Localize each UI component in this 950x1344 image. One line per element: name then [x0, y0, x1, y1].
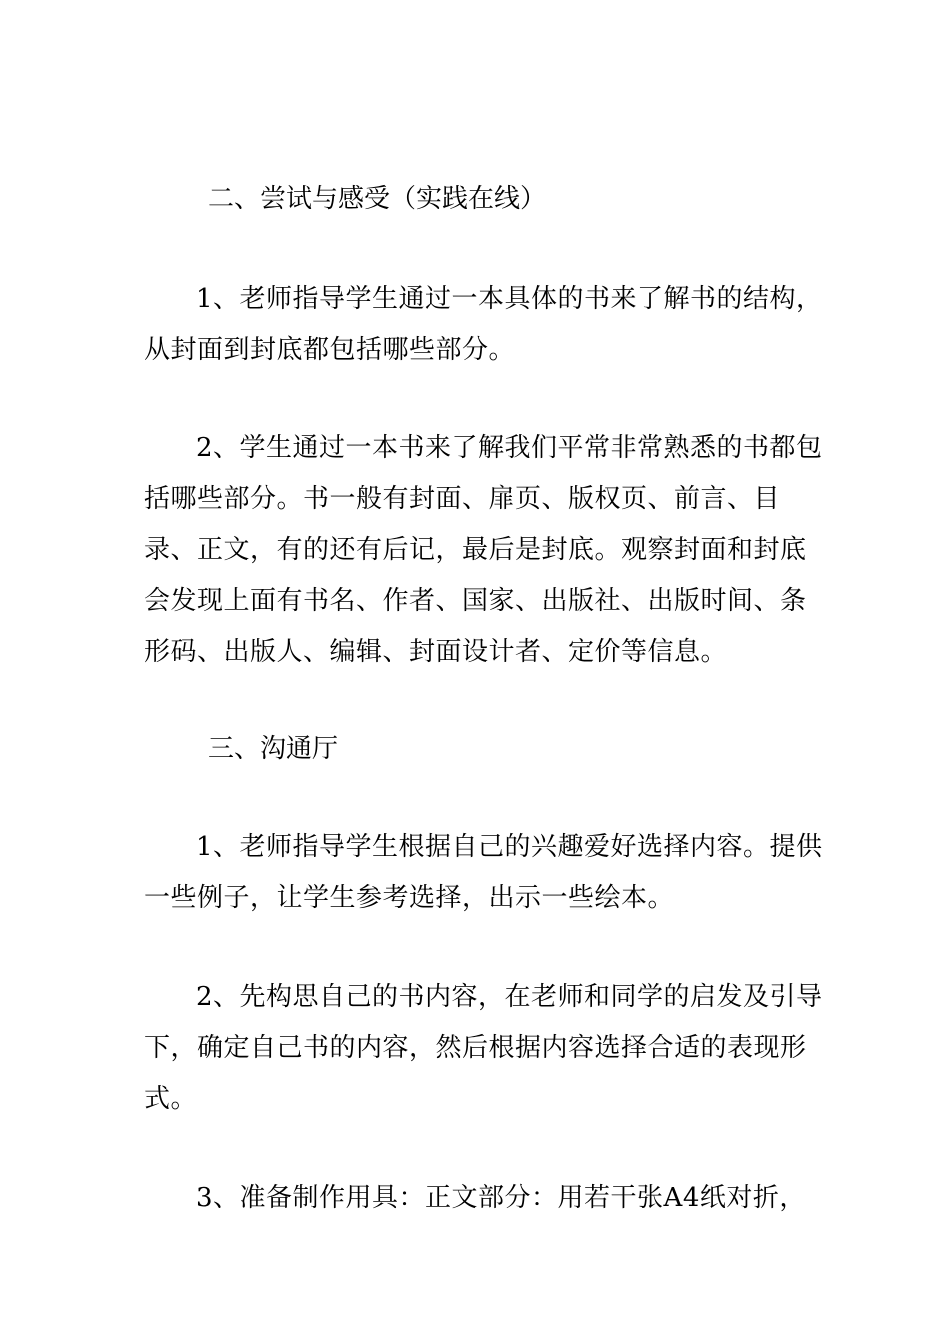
paragraph: 2、先构思自己的书内容，在老师和同学的启发及引导下，确定自己书的内容，然后根据内容选择合适的表现形式。 — [144, 982, 823, 1114]
section-heading: 三、沟通厅 — [208, 734, 339, 764]
paragraph: 3、准备制作用具：正文部分：用若干张A4纸对折， — [196, 1183, 806, 1213]
paragraph: 1、老师指导学生通过一本具体的书来了解书的结构，从封面到封底都包括哪些部分。 — [144, 284, 823, 365]
paragraph: 1、老师指导学生根据自己的兴趣爱好选择内容。提供一些例子，让学生参考选择，出示一些绘本。 — [144, 832, 823, 913]
paragraph: 2、学生通过一本书来了解我们平常非常熟悉的书都包括哪些部分。书一般有封面、扉页、版权页、前言、目录、正文，有的还有后记，最后是封底。观察封面和封底会发现上面有书名、作者、国家、出版社、出版时间、条形码、出版人、编辑、封面设计者、定价等信息。 — [144, 433, 823, 667]
section-heading: 二、尝试与感受（实践在线） — [208, 184, 547, 214]
